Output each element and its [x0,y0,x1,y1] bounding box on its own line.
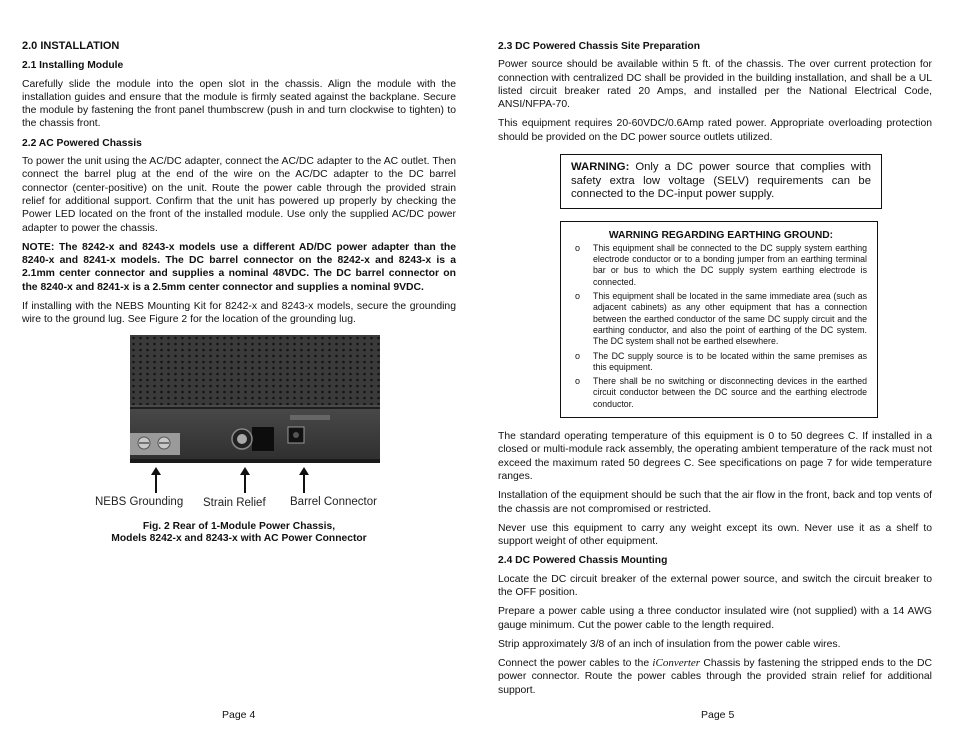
earthing-item-1: This equipment shall be connected to the DC supply system earthing electrode conductor or to a bonding jumper from an earthing terminal bar or bus to which the DC supply system earthing electrode is connected. [593,242,867,287]
label-strain-relief: Strain Relief [203,496,266,509]
caption-line-2: Models 8242-x and 8243-x with AC Power Connector [111,533,367,545]
list-item [575,351,867,374]
paragraph-ac-powered: To power the unit using the AC/DC adapter, connect the AC/DC adapter to the AC outlet. Then connect the barrel plug at the end of the wire on the AC/DC adapter to the DC barrel connector (center-positive) on the unit. Route the power cable through the provided strain relief for additional support. Confirm that the unit has powered up properly by checking the Power LED located on the front of the installed module. Use only the supplied AC/DC power adapter to power the chassis. [22,156,456,234]
subsection-heading-dc-mounting: 2.4 DC Powered Chassis Mounting [498,555,668,567]
earthing-item-2: This equipment shall be located in the same immediate area (such as adjacent cabinets) as any other equipment that has a connection between the earthed conductor of the same DC supply circuit and the earthing conductor, and also the point of earthing of the DC system. The DC system shall not be earthed elsewhere. [593,291,867,347]
bullet-icon: o [575,350,581,361]
subsection-heading-ac-powered: 2.2 AC Powered Chassis [22,137,142,149]
bullet-icon: o [575,242,581,253]
paragraph-nebs: If installing with the NEBS Mounting Kit for 8242-x and 8243-x models, secure the grounding wire to the ground lug. See Figure 2 for the location of the grounding lug. [22,301,456,326]
right-page [498,40,932,703]
mount-4-text-a: Connect the power cables to the [498,658,653,670]
warning-box-earthing [560,221,878,418]
list-item [575,291,867,347]
page-number-left: Page 4 [222,709,256,721]
brand-iconverter: iConverter [652,657,701,670]
paragraph-mount-3: Strip approximately 3/8 of an inch of insulation from the power cable wires. [498,638,841,650]
paragraph-airflow: Installation of the equipment should be such that the air flow in the front, back and top vents of the chassis are not compromised or restricted. [498,490,932,515]
paragraph-dc-site-1: Power source should be available within 5 ft. of the chassis. The over current protection for connection with centralized DC shall be provided in the building installation, and shall be a UL listed circuit breaker rated 20 Amps, and installed per the National Electrical Code, ANSI/NFPA-70. [498,59,932,111]
earthing-title: WARNING REGARDING EARTHING GROUND: [608,229,834,241]
figure-caption [22,521,456,546]
paragraph-mount-1: Locate the DC circuit breaker of the external power source, and switch the circuit breaker to the OFF position. [498,573,932,598]
subsection-heading-installing-module: 2.1 Installing Module [22,60,124,72]
page-number-right: Page 5 [701,709,735,721]
paragraph-mount-2: Prepare a power cable using a three conductor insulated wire (not supplied) with a 14 AWG gauge minimum. Cut the power cable to the length required. [498,606,932,631]
earthing-item-4: There shall be no switching or disconnecting devices in the earthed circuit conductor between the DC source and the earthing electrode conductor. [593,376,867,409]
earthing-list [575,243,867,410]
warning-box-selv [560,154,882,209]
paragraph-temperature: The standard operating temperature of this equipment is 0 to 50 degrees C. If installed in a closed or multi-module rack assembly, the operating ambient temperature of the rack must not exceed the maximum rated 50 degrees C. See specifications on page 7 for wide temperature ranges. [498,431,932,482]
paragraph-note: NOTE: The 8242-x and 8243-x models use a different AD/DC power adapter than the 8240-x and 8241-x models. The DC barrel connector on the 8242-x and 8243-x is a 2.1mm center connector and supplies a nominal 48VDC. The DC barrel connector on the 8240-x and 8241-x is a 2.5mm center connector and supplies a nominal 9VDC. [22,241,456,293]
figure-2 [22,335,456,547]
left-page [22,40,456,547]
bullet-icon: o [575,376,581,387]
section-heading-installation: 2.0 INSTALLATION [22,40,120,52]
paragraph-mount-4 [498,657,932,697]
arrow-strain [244,473,246,493]
warning-text: Only a DC power source that complies with safety extra low voltage (SELV) requirements can be connected to the DC-input power supply. [571,161,871,201]
label-barrel-connector: Barrel Connector [290,495,377,508]
chassis-rear-photo [130,335,380,463]
list-item [575,376,867,410]
earthing-item-3: The DC supply source is to be located within the same premises as this equipment. [593,350,867,372]
subsection-heading-dc-site: 2.3 DC Powered Chassis Site Preparation [498,41,701,52]
warning-label: WARNING: [571,161,630,174]
label-nebs-grounding: NEBS Grounding [95,495,184,508]
paragraph-installing-module: Carefully slide the module into the open slot in the chassis. Align the module with the installation guides and ensure that the module is firmly seated against the backplane. Secure the module by fastening the front panel thumbscrew (push in and turn clockwise to tighten) to the chassis front. [22,78,456,130]
bullet-icon: o [575,291,581,302]
list-item [575,243,867,288]
arrow-barrel [303,473,305,493]
arrow-nebs [155,473,157,493]
mount-4-text-b: Chassis by fastening the stripped ends to the DC power connector. Route the power cables through the provided strain relief for additional support. [498,658,932,696]
paragraph-dc-site-2: This equipment requires 20-60VDC/0.6Amp rated power. Appropriate overloading protection should be provided on the DC power source outlets utilized. [498,118,932,143]
caption-line-1: Fig. 2 Rear of 1-Module Power Chassis, [142,520,336,532]
paragraph-weight: Never use this equipment to carry any weight except its own. Never use it as a shelf to support weight of other equipment. [498,522,932,548]
